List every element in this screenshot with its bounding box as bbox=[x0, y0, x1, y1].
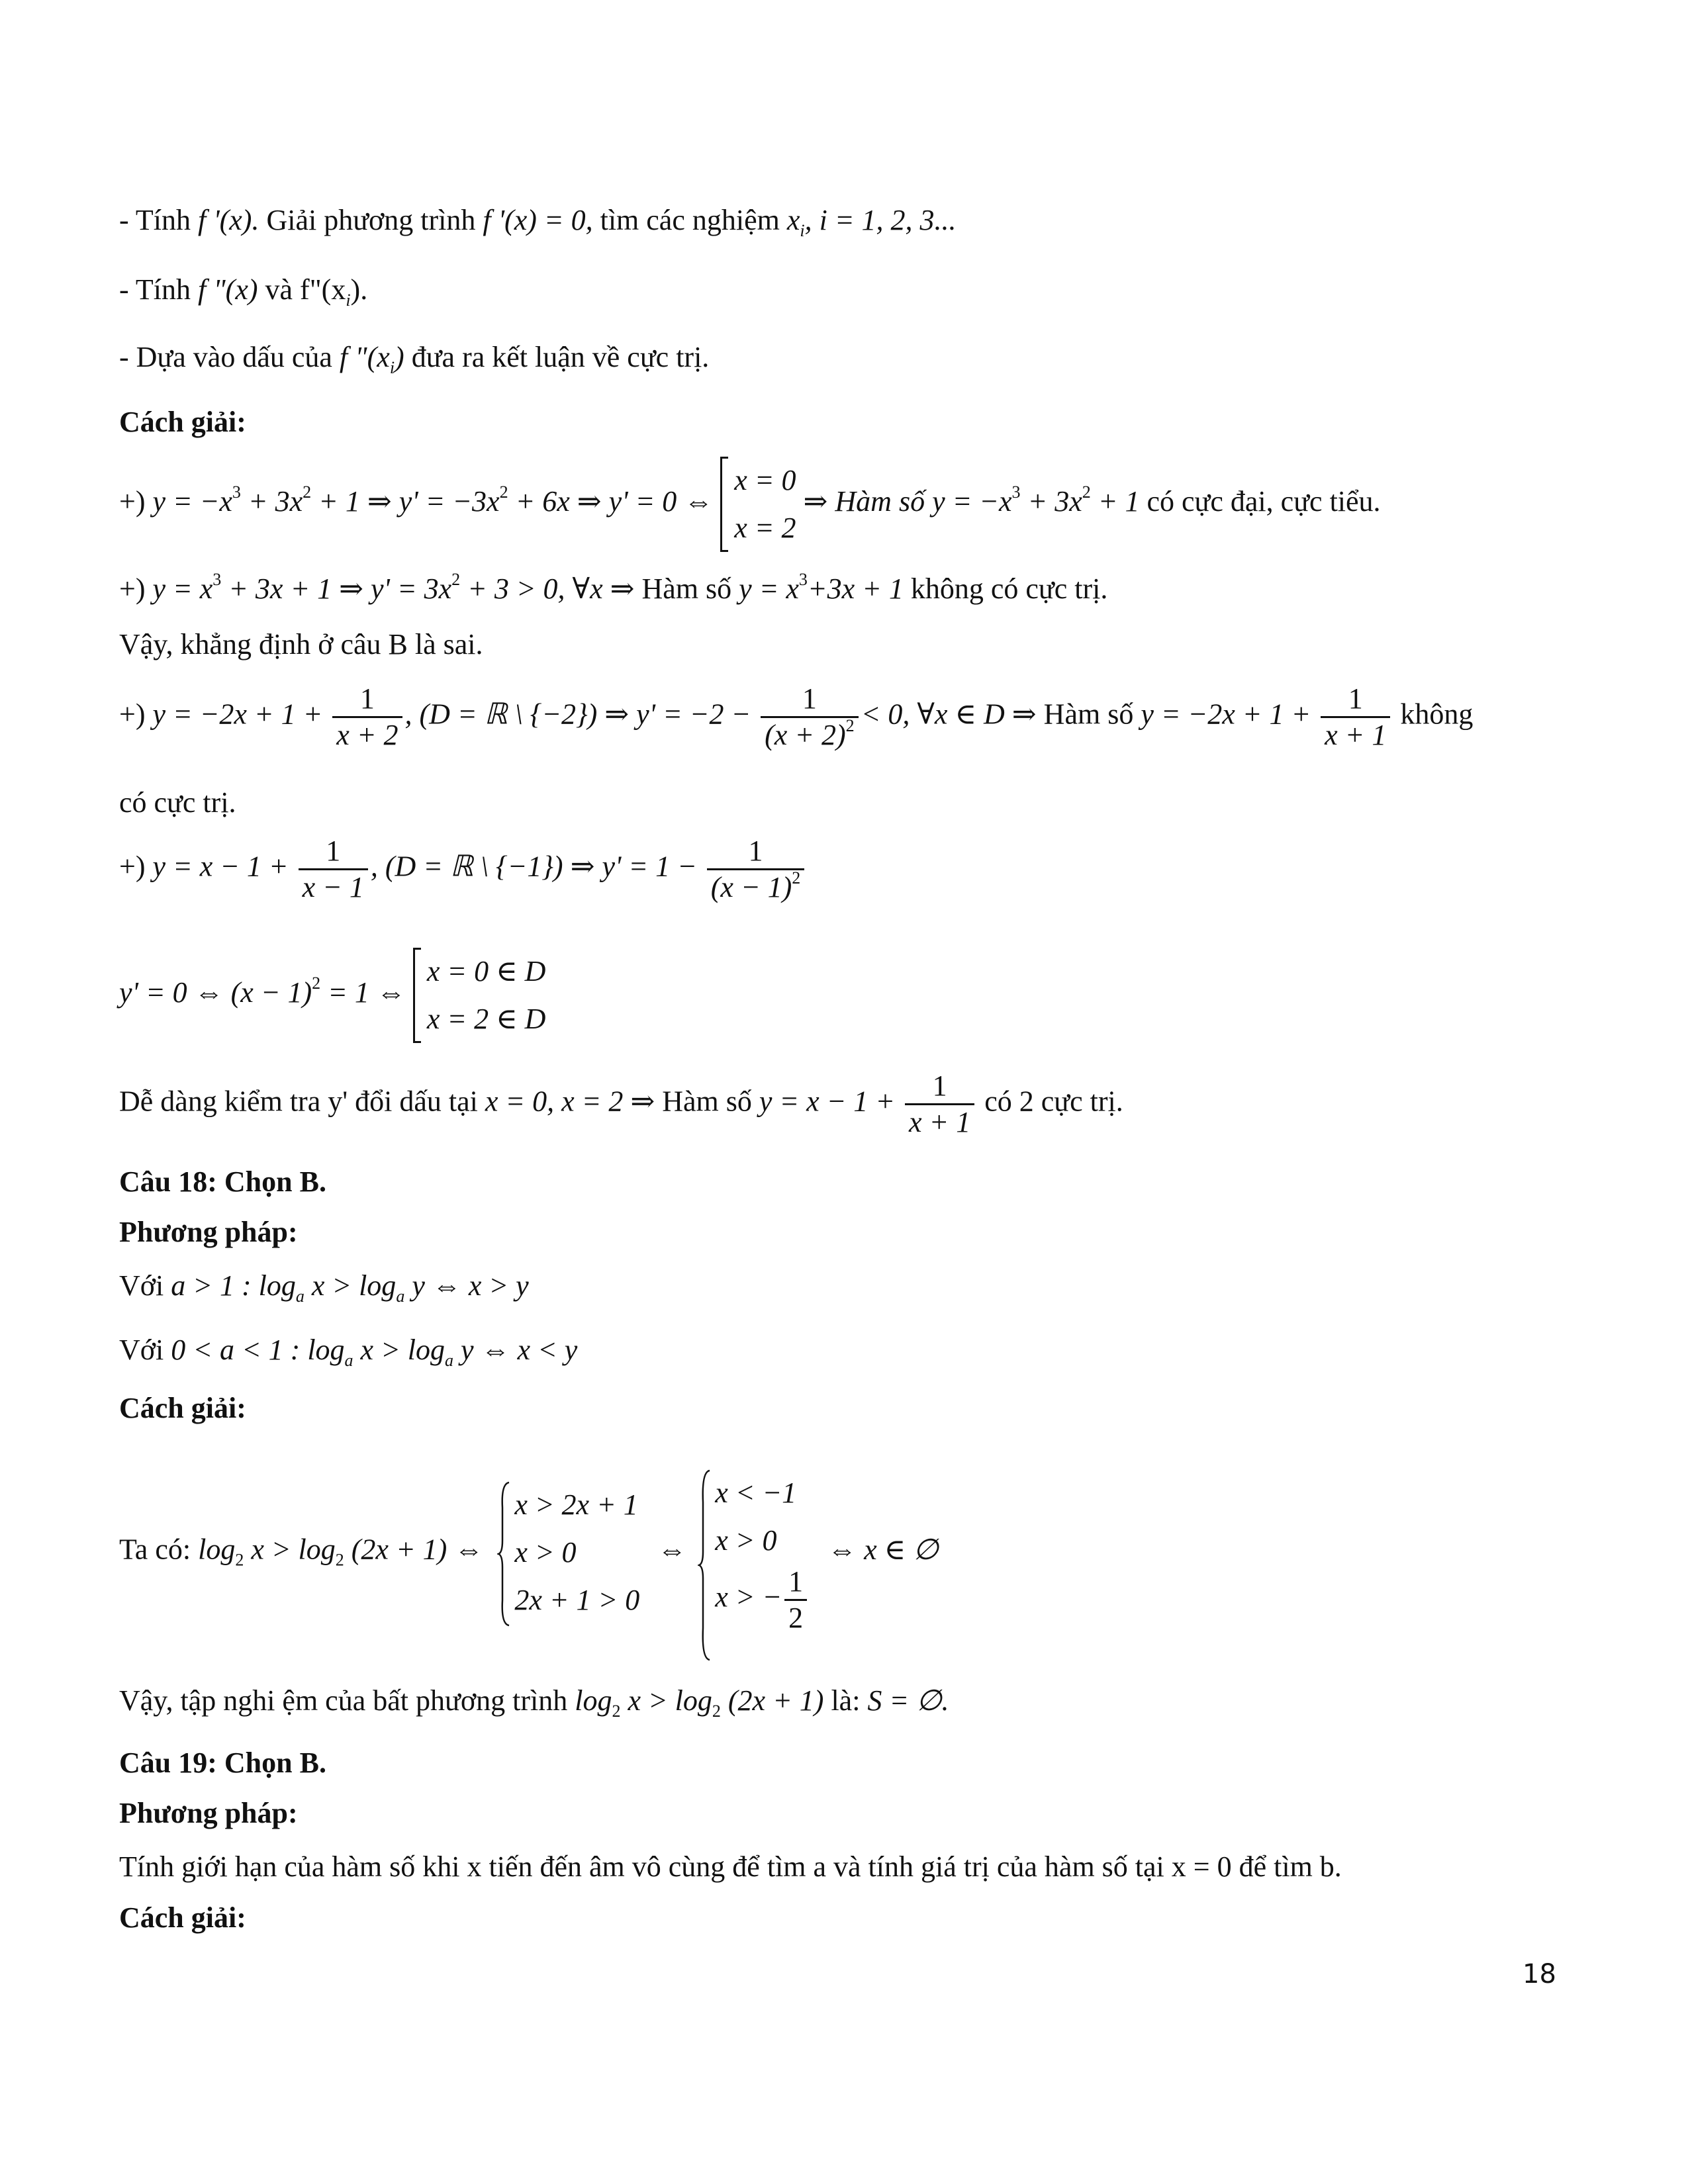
method-step-3: - Dựa vào dấu của f "$(x_i)$ đưa ra kết luận về cực trị. bbox=[119, 341, 710, 377]
fraction: $\frac{1}{x + 1}$ bbox=[905, 1069, 974, 1140]
fraction: $\frac{1}{(x - 1)^2}$ bbox=[707, 834, 805, 905]
solution-line-rational-2: +) y = x − 1 + $\frac{1}{x - 1}$ , (D = ℝ \ {−1}) ⇒ y' = 1 − $\frac{1}{(x - 1)^2}$ bbox=[119, 834, 807, 905]
left-brace-icon bbox=[698, 1469, 711, 1661]
derivative-zero-line: y' = 0 ⇔ $(x - 1)^2 = 1$ ⇔ x = 0 ∈ D x = 2 ∈ D bbox=[119, 948, 545, 1043]
system-2: x < −1 x > 0 x > − $\frac{1}{2}$ bbox=[698, 1469, 810, 1635]
system-1: x > 2x + 1 x > 0 2x + 1 > 0 bbox=[497, 1481, 639, 1624]
solution-line-cubic-1: +) $y = -x^3 + 3x^2 + 1$ ⇒ $y' = -3x^2 + 6x$ ⇒ y' = 0 ⇔ x = 0 x = 2 ⇒ Hàm số $y = -x^3 + 3x^2 + 1$ có cực đại, cực tiểu. bbox=[119, 457, 1381, 552]
heading-solution-19: Cách giải: bbox=[119, 1901, 246, 1934]
root-cases: x = 0 x = 2 bbox=[720, 457, 796, 552]
fraction: $\frac{1}{x + 2}$ bbox=[332, 682, 402, 752]
solution-set-conclusion: Vậy, tập nghi ệm của bất phương trình $\log_2 x > \log_2 (2x + 1)$ là: S = ∅. bbox=[119, 1684, 949, 1721]
log-rule-base-lt-1: Với 0 < a < 1 : $\log_a x > \log_a y$ ⇔ x < y bbox=[119, 1334, 578, 1370]
root-cases: x = 0 ∈ D x = 2 ∈ D bbox=[413, 948, 546, 1043]
solution-line-cubic-2: +) $y = x^3 + 3x + 1$ ⇒ $y' = 3x^2 + 3 > 0$, ∀x ⇒ Hàm số $y = x^3+3x + 1$ không có cực trị. bbox=[119, 570, 1108, 605]
method-step-2: - Tính f "(x) và $f"(x_i)$. bbox=[119, 273, 368, 310]
heading-method-18: Phương pháp: bbox=[119, 1216, 298, 1248]
fraction: $\frac{1}{x + 1}$ bbox=[1321, 682, 1390, 752]
heading-solution-17: Cách giải: bbox=[119, 406, 246, 438]
method-text-19: Tính giới hạn của hàm số khi x tiến đến âm vô cùng để tìm a và tính giá trị của hàm số tại x = 0 để tìm b. bbox=[119, 1850, 1342, 1883]
heading-question-19: Câu 19: Chọn B. bbox=[119, 1747, 326, 1779]
heading-question-18: Câu 18: Chọn B. bbox=[119, 1165, 326, 1198]
method-step-1: - Tính f '(x). Giải phương trình f '(x) = 0, tìm các nghiệm $x_i$, i = 1, 2, 3... bbox=[119, 204, 957, 240]
fraction: $\frac{1}{2}$ bbox=[784, 1565, 807, 1635]
log-rule-base-gt-1: Với a > 1 : $\log_a x > \log_a y$ ⇔ x > y bbox=[119, 1269, 529, 1306]
heading-solution-18: Cách giải: bbox=[119, 1392, 246, 1424]
conclusion-b-false: Vậy, khẳng định ở câu B là sai. bbox=[119, 628, 483, 660]
sign-change-conclusion: Dễ dàng kiểm tra y' đổi dấu tại x = 0, x = 2 ⇒ Hàm số y = x − 1 + $\frac{1}{x + 1}$ có 2 cực trị. bbox=[119, 1069, 1123, 1138]
heading-method-19: Phương pháp: bbox=[119, 1797, 298, 1829]
left-brace-icon bbox=[497, 1481, 510, 1627]
fraction: $\frac{1}{(x + 2)^2}$ bbox=[761, 682, 859, 752]
fraction: $\frac{1}{x - 1}$ bbox=[299, 834, 368, 905]
page-number: 18 bbox=[1523, 1959, 1556, 1989]
solution-line-no-extrema: có cực trị. bbox=[119, 786, 236, 819]
solution-line-rational-1: +) y = −2x + 1 + $\frac{1}{x + 2}$ , (D = ℝ \ {−2}) ⇒ y' = −2 − $\frac{1}{(x + 2)^2}$ < 0, ∀x ∈ D ⇒ Hàm số y = −2x + 1 + $\frac{1}{x + 1}$ không bbox=[119, 682, 1474, 751]
log-inequality-system: Ta có: $\log_2 x > \log_2 (2x + 1)$ ⇔ x > 2x + 1 x > 0 2x + 1 > 0 ⇔ x < −1 x > 0 x > − $\frac{1}{2}$ ⇔ x ∈ ∅ bbox=[119, 1469, 939, 1635]
